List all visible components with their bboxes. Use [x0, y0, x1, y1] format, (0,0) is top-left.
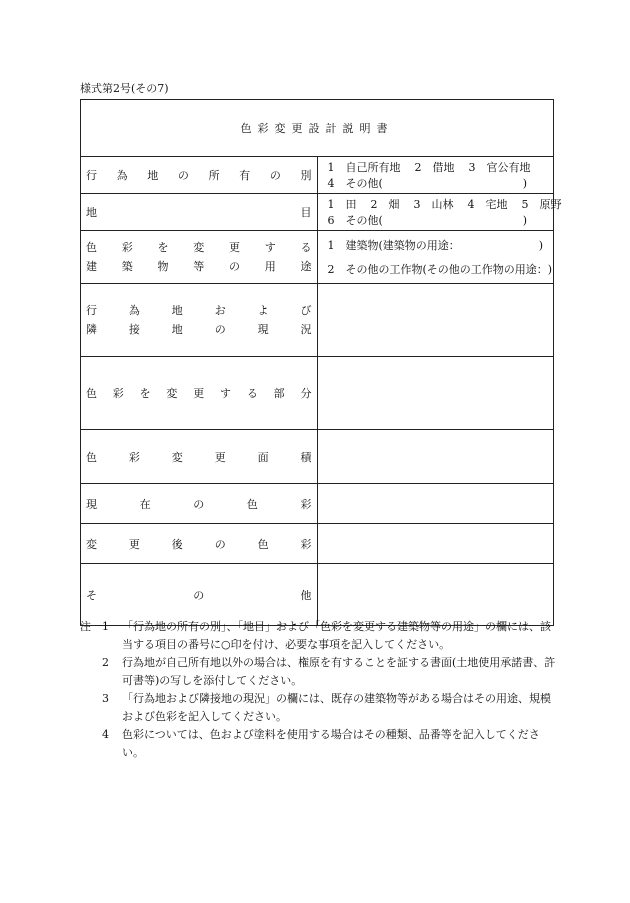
usage-field[interactable] — [317, 231, 554, 284]
change-area-field[interactable] — [317, 430, 554, 484]
note-number-value: 1 — [102, 620, 109, 633]
usage-option-structure[interactable]: 2 その他の工作物(その他の工作物の用途： — [327, 263, 548, 276]
usage-label — [81, 231, 318, 284]
ownership-option[interactable]: 3 官公有地 — [468, 161, 531, 174]
site-status-label — [81, 284, 318, 357]
note-item — [80, 690, 556, 726]
paren-close: ) — [538, 238, 543, 252]
paren-close: ) — [522, 213, 528, 227]
land-category-option[interactable]: 2 畑 — [370, 198, 400, 211]
note-item — [80, 654, 556, 690]
note-text: 「行為地の所有の別」、「地目」および「色彩を変更する建築物等の用途」の欄には、該当する項目の番号に○印を付け、必要な事項を記入してください。 — [122, 620, 551, 651]
land-category-option[interactable]: 5 原野 — [521, 198, 562, 211]
notes — [80, 618, 556, 762]
current-color-field[interactable] — [317, 484, 554, 524]
land-category-option[interactable]: 4 宅地 — [467, 198, 508, 211]
paren-close: ) — [547, 262, 553, 276]
usage-option-building[interactable]: 1 建築物(建築物の用途： — [327, 239, 460, 252]
current-color-label: 現在の色彩 — [81, 484, 318, 524]
land-category-option[interactable]: 3 山林 — [413, 198, 454, 211]
note-text: 色彩については、色および塗料を使用する場合はその種類、品番等を記入してください。 — [122, 728, 540, 759]
note-item — [80, 726, 556, 762]
note-number: 2 — [102, 656, 109, 669]
ownership-option[interactable]: 1 自己所有地 — [327, 161, 401, 174]
note-prefix: 注 — [80, 620, 91, 633]
usage-label-line: 建築物等の用途 — [86, 260, 312, 273]
form-number: 様式第2号(その7) — [80, 82, 169, 95]
new-color-field[interactable] — [317, 524, 554, 564]
site-status-field[interactable] — [317, 284, 554, 357]
land-category-field[interactable] — [317, 194, 562, 231]
note-text: 「行為地および隣接地の現況」の欄には、既存の建築物等がある場合はその用途、規模および色彩を記入してください。 — [122, 692, 551, 723]
design-statement-form — [80, 99, 562, 626]
ownership-option-other[interactable]: 4 その他( — [327, 177, 383, 190]
land-category-label: 地目 — [81, 194, 318, 231]
land-category-option-other[interactable]: 6 その他( — [327, 214, 383, 227]
ownership-field[interactable] — [317, 157, 554, 194]
note-number: 3 — [102, 692, 109, 705]
usage-label-line: 色彩を変更する — [86, 241, 312, 254]
note-number: 4 — [102, 728, 109, 741]
change-part-label: 色彩を変更する部分 — [81, 357, 318, 430]
other-field[interactable] — [317, 564, 554, 626]
ownership-label: 行為地の所有の別 — [81, 157, 318, 194]
ownership-option[interactable]: 2 借地 — [414, 161, 455, 174]
form-title: 色彩変更設計説明書 — [81, 100, 554, 157]
change-part-field[interactable] — [317, 357, 554, 430]
change-area-label: 色彩変更面積 — [81, 430, 318, 484]
new-color-label: 変更後の色彩 — [81, 524, 318, 564]
land-category-option[interactable]: 1 田 — [327, 198, 357, 211]
note-item — [80, 618, 556, 654]
paren-close: ) — [522, 176, 528, 190]
site-status-label-line: 隣接地の現況 — [86, 323, 312, 336]
note-text: 行為地が自己所有地以外の場合は、権原を有することを証する書面(土地使用承諾書、許可書等)の写しを添付してください。 — [122, 656, 556, 687]
note-number — [80, 618, 122, 654]
other-label: その他 — [81, 564, 318, 626]
site-status-label-line: 行為地および — [86, 304, 312, 317]
